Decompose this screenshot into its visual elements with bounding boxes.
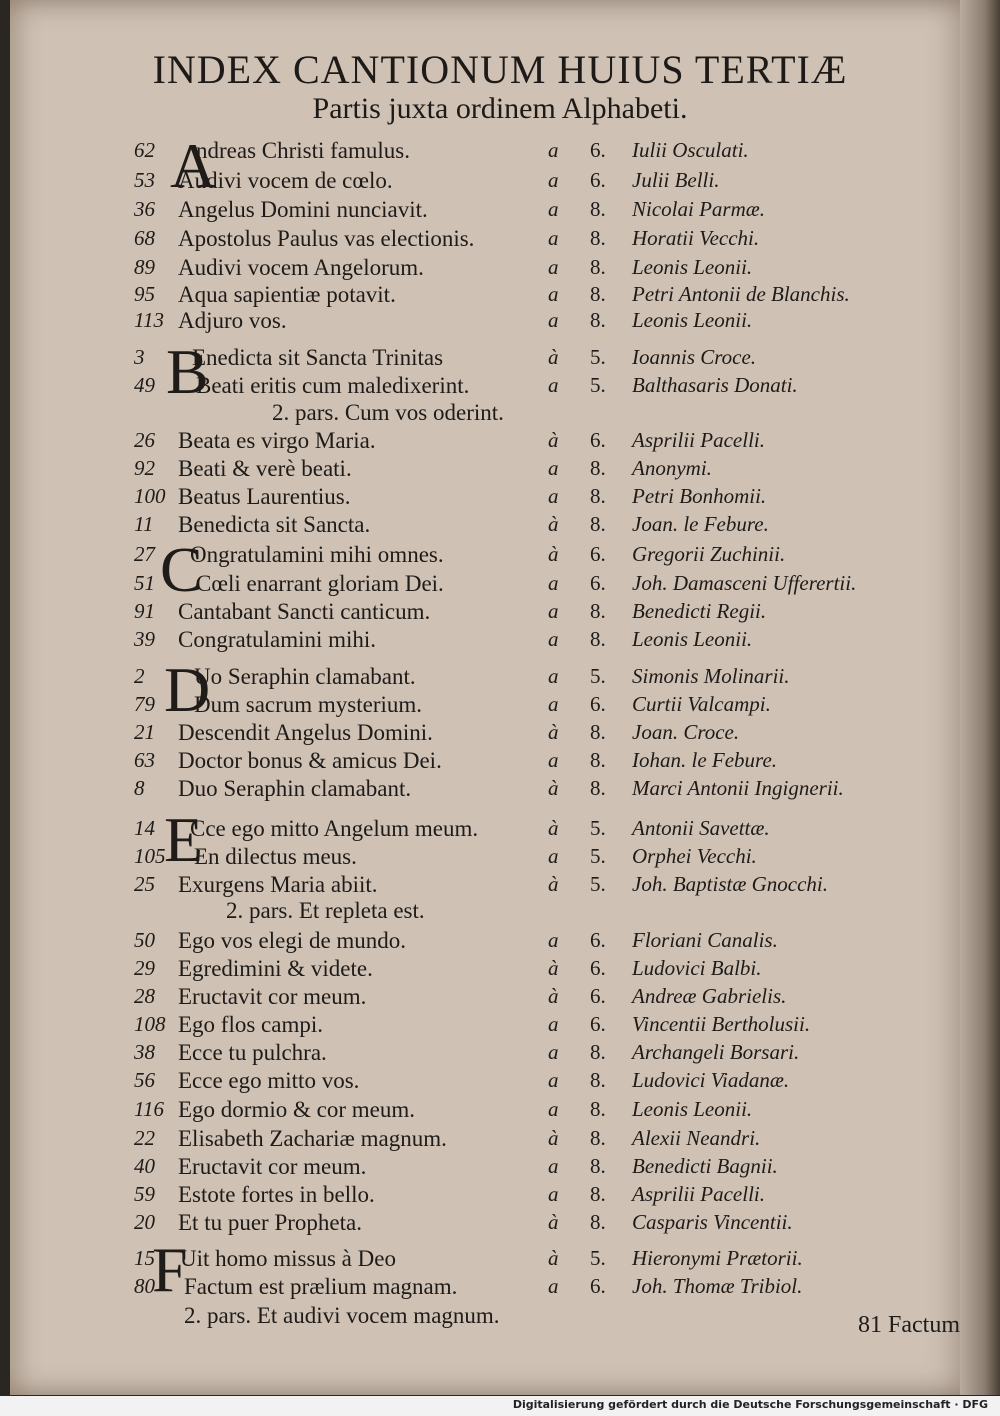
voice-prefix: a	[548, 226, 559, 250]
index-row	[0, 1097, 980, 1127]
composer-name: Joan. le Febure.	[632, 512, 769, 536]
index-row	[0, 255, 980, 285]
row-number: 21	[134, 720, 155, 744]
index-row	[0, 898, 980, 928]
song-title: Doctor bonus & amicus Dei.	[178, 748, 442, 773]
index-row	[0, 776, 980, 806]
voice-prefix: a	[548, 1182, 559, 1206]
song-title: Beati eritis cum maledixerint.	[196, 373, 470, 398]
composer-name: Iulii Osculati.	[632, 138, 749, 162]
composer-name: Petri Bonhomii.	[632, 484, 767, 508]
composer-name: Floriani Canalis.	[632, 928, 778, 952]
index-row	[0, 373, 980, 403]
index-row	[0, 308, 980, 338]
catchword: 81 Factum	[858, 1312, 960, 1338]
composer-name: Joh. Baptistæ Gnocchi.	[632, 872, 828, 896]
voice-prefix: a	[548, 928, 559, 952]
song-title: Elisabeth Zachariæ magnum.	[178, 1126, 447, 1151]
song-title: Enedicta sit Sancta Trinitas	[192, 345, 444, 370]
voice-count: 8.	[590, 1126, 606, 1150]
row-number: 68	[134, 226, 155, 250]
song-title: Duo Seraphin clamabant.	[178, 776, 412, 801]
composer-name: Vincentii Bertholusii.	[632, 1012, 811, 1036]
index-row	[0, 599, 980, 629]
index-row	[0, 748, 980, 778]
voice-prefix: a	[548, 1097, 559, 1121]
index-row	[0, 345, 980, 375]
row-number: 53	[134, 168, 155, 192]
drop-cap-f: F	[152, 1234, 188, 1305]
voice-count: 8.	[590, 1097, 606, 1121]
song-title: ndreas Christi famulus.	[196, 138, 410, 163]
index-row	[0, 928, 980, 958]
row-number: 8	[134, 776, 145, 800]
voice-prefix: a	[548, 308, 559, 332]
voice-prefix: a	[548, 692, 559, 716]
voice-count: 6.	[590, 1012, 606, 1036]
voice-prefix: à	[548, 542, 559, 566]
index-subtitle: Partis juxta ordinem Alphabeti.	[312, 92, 688, 125]
voice-count: 8.	[590, 226, 606, 250]
song-title: Audivi vocem de cœlo.	[178, 168, 393, 193]
voice-count: 8.	[590, 456, 606, 480]
index-row	[0, 400, 980, 430]
voice-prefix: a	[548, 484, 559, 508]
voice-count: 6.	[590, 542, 606, 566]
composer-name: Leonis Leonii.	[632, 255, 753, 279]
song-title: 2. pars. Cum vos oderint.	[272, 400, 504, 425]
song-title: Apostolus Paulus vas electionis.	[178, 226, 475, 251]
voice-count: 6.	[590, 956, 606, 980]
index-row	[0, 956, 980, 986]
voice-prefix: à	[548, 1246, 559, 1270]
composer-name: Benedicti Bagnii.	[632, 1154, 778, 1178]
row-number: 108	[134, 1012, 166, 1036]
composer-name: Curtii Valcampi.	[632, 692, 771, 716]
index-row	[0, 1126, 980, 1156]
voice-prefix: à	[548, 816, 559, 840]
voice-prefix: a	[548, 1012, 559, 1036]
composer-name: Leonis Leonii.	[632, 627, 753, 651]
voice-count: 8.	[590, 484, 606, 508]
voice-prefix: a	[548, 282, 559, 306]
row-number: 51	[134, 571, 155, 595]
voice-count: 5.	[590, 345, 606, 369]
voice-count: 8.	[590, 1182, 606, 1206]
index-row	[0, 168, 980, 198]
song-title: Congratulamini mihi.	[178, 627, 377, 652]
row-number: 36	[134, 197, 155, 221]
index-row	[0, 226, 980, 256]
song-title: Egredimini & videte.	[178, 956, 373, 981]
drop-cap-e: E	[164, 804, 204, 875]
row-number: 26	[134, 428, 155, 452]
index-row	[0, 720, 980, 750]
row-number: 62	[134, 138, 155, 162]
row-number: 15	[134, 1246, 155, 1270]
row-number: 63	[134, 748, 155, 772]
voice-count: 8.	[590, 599, 606, 623]
voice-count: 8.	[590, 720, 606, 744]
composer-name: Ioannis Croce.	[632, 345, 757, 369]
voice-prefix: a	[548, 373, 559, 397]
composer-name: Joh. Thomæ Tribiol.	[632, 1274, 803, 1298]
composer-name: Archangeli Borsari.	[632, 1040, 800, 1064]
composer-name: Asprilii Pacelli.	[632, 1182, 765, 1206]
song-title: Uo Seraphin clamabant.	[194, 664, 416, 689]
row-number: 27	[134, 542, 155, 566]
song-title: Adjuro vos.	[178, 308, 287, 333]
composer-name: Ludovici Viadanæ.	[632, 1068, 790, 1092]
song-title: Beati & verè beati.	[178, 456, 352, 481]
voice-count: 8.	[590, 1210, 606, 1234]
composer-name: Gregorii Zuchinii.	[632, 542, 786, 566]
composer-name: Leonis Leonii.	[632, 308, 753, 332]
composer-name: Casparis Vincentii.	[632, 1210, 793, 1234]
voice-prefix: a	[548, 168, 559, 192]
song-title: Cœli enarrant gloriam Dei.	[196, 571, 444, 596]
index-row	[0, 1182, 980, 1212]
index-row	[0, 1303, 980, 1333]
row-number: 40	[134, 1154, 155, 1178]
song-title: Aqua sapientiæ potavit.	[178, 282, 396, 307]
song-title: 2. pars. Et repleta est.	[226, 898, 425, 923]
voice-count: 5.	[590, 1246, 606, 1270]
composer-name: Antonii Savettæ.	[632, 816, 770, 840]
voice-prefix: a	[548, 599, 559, 623]
row-number: 116	[134, 1097, 164, 1121]
row-number: 11	[134, 512, 154, 536]
voice-prefix: a	[548, 571, 559, 595]
row-number: 89	[134, 255, 155, 279]
index-row	[0, 456, 980, 486]
voice-count: 6.	[590, 168, 606, 192]
row-number: 92	[134, 456, 155, 480]
row-number: 105	[134, 844, 166, 868]
index-row	[0, 197, 980, 227]
voice-count: 8.	[590, 1068, 606, 1092]
row-number: 28	[134, 984, 155, 1008]
voice-prefix: à	[548, 872, 559, 896]
voice-count: 5.	[590, 373, 606, 397]
drop-cap-b: B	[166, 336, 209, 407]
song-title: 2. pars. Et audivi vocem magnum.	[184, 1303, 500, 1328]
voice-count: 6.	[590, 571, 606, 595]
row-number: 49	[134, 373, 155, 397]
drop-cap-c: C	[160, 534, 203, 605]
song-title: Et tu puer Propheta.	[178, 1210, 362, 1235]
voice-count: 6.	[590, 428, 606, 452]
composer-name: Marci Antonii Ingignerii.	[632, 776, 844, 800]
voice-count: 8.	[590, 512, 606, 536]
composer-name: Iohan. le Febure.	[632, 748, 778, 772]
song-title: Estote fortes in bello.	[178, 1182, 375, 1207]
song-title: Eructavit cor meum.	[178, 1154, 367, 1179]
composer-name: Benedicti Regii.	[632, 599, 767, 623]
song-title: Angelus Domini nunciavit.	[178, 197, 428, 222]
voice-count: 5.	[590, 872, 606, 896]
voice-prefix: à	[548, 428, 559, 452]
row-number: 39	[134, 627, 155, 651]
song-title: Exurgens Maria abiit.	[178, 872, 378, 897]
index-row	[0, 692, 980, 722]
voice-prefix: a	[548, 1154, 559, 1178]
composer-name: Hieronymi Prætorii.	[632, 1246, 803, 1270]
footer-bar	[0, 1396, 1000, 1416]
voice-prefix: à	[548, 1126, 559, 1150]
composer-name: Ludovici Balbi.	[632, 956, 762, 980]
row-number: 2	[134, 664, 145, 688]
index-row	[0, 571, 980, 601]
index-row	[0, 844, 980, 874]
composer-name: Leonis Leonii.	[632, 1097, 753, 1121]
row-number: 113	[134, 308, 164, 332]
voice-prefix: à	[548, 720, 559, 744]
voice-prefix: à	[548, 956, 559, 980]
composer-name: Alexii Neandri.	[632, 1126, 761, 1150]
index-row	[0, 542, 980, 572]
drop-cap-a: A	[170, 130, 217, 201]
index-row	[0, 816, 980, 846]
footer-credit: Digitalisierung gefördert durch die Deutsche Forschungsgemeinschaft · DFG	[512, 1398, 988, 1411]
voice-prefix: a	[548, 748, 559, 772]
voice-count: 5.	[590, 816, 606, 840]
composer-name: Anonymi.	[632, 456, 712, 480]
row-number: 50	[134, 928, 155, 952]
composer-name: Petri Antonii de Blanchis.	[632, 282, 850, 306]
row-number: 100	[134, 484, 166, 508]
voice-prefix: à	[548, 984, 559, 1008]
voice-count: 5.	[590, 844, 606, 868]
composer-name: Joh. Damasceni Ufferertii.	[632, 571, 857, 595]
composer-name: Joan. Croce.	[632, 720, 740, 744]
index-title: INDEX CANTIONUM HUIUS TERTIÆ	[152, 47, 848, 92]
row-number: 25	[134, 872, 155, 896]
song-title: Ecce tu pulchra.	[178, 1040, 327, 1065]
index-row	[0, 627, 980, 657]
voice-count: 8.	[590, 282, 606, 306]
voice-count: 6.	[590, 1274, 606, 1298]
song-title: Uit homo missus à Deo	[180, 1246, 396, 1271]
index-row	[0, 1068, 980, 1098]
voice-prefix: à	[548, 776, 559, 800]
composer-name: Balthasaris Donati.	[632, 373, 798, 397]
row-number: 3	[134, 345, 145, 369]
song-title: Ego vos elegi de mundo.	[178, 928, 407, 953]
voice-count: 8.	[590, 1154, 606, 1178]
voice-count: 5.	[590, 664, 606, 688]
voice-prefix: à	[548, 512, 559, 536]
song-title: Audivi vocem Angelorum.	[178, 255, 424, 280]
index-row	[0, 1246, 980, 1276]
song-title: Ego dormio & cor meum.	[178, 1097, 415, 1122]
voice-prefix: a	[548, 1274, 559, 1298]
voice-prefix: a	[548, 1040, 559, 1064]
index-row	[0, 138, 980, 168]
index-row	[0, 428, 980, 458]
voice-prefix: a	[548, 664, 559, 688]
voice-count: 8.	[590, 776, 606, 800]
voice-count: 8.	[590, 255, 606, 279]
composer-name: Horatii Vecchi.	[632, 226, 760, 250]
voice-count: 8.	[590, 627, 606, 651]
index-row	[0, 1274, 980, 1304]
voice-count: 8.	[590, 1040, 606, 1064]
voice-prefix: à	[548, 345, 559, 369]
index-row	[0, 984, 980, 1014]
voice-prefix: a	[548, 627, 559, 651]
composer-name: Simonis Molinarii.	[632, 664, 790, 688]
drop-cap-d: D	[164, 654, 211, 725]
voice-count: 6.	[590, 138, 606, 162]
voice-count: 8.	[590, 308, 606, 332]
song-title: Dum sacrum mysterium.	[194, 692, 423, 717]
row-number: 20	[134, 1210, 155, 1234]
song-title: Ego flos campi.	[178, 1012, 323, 1037]
index-row	[0, 1154, 980, 1184]
song-title: Descendit Angelus Domini.	[178, 720, 433, 745]
song-title: Beata es virgo Maria.	[178, 428, 376, 453]
row-number: 59	[134, 1182, 155, 1206]
row-number: 79	[134, 692, 155, 716]
voice-prefix: a	[548, 456, 559, 480]
song-title: Ongratulamini mihi omnes.	[190, 542, 444, 567]
row-number: 91	[134, 599, 155, 623]
voice-prefix: a	[548, 255, 559, 279]
row-number: 29	[134, 956, 155, 980]
song-title: Benedicta sit Sancta.	[178, 512, 371, 537]
index-row	[0, 1040, 980, 1070]
row-number: 80	[134, 1274, 155, 1298]
song-title: En dilectus meus.	[194, 844, 357, 869]
song-title: Factum est prælium magnam.	[184, 1274, 458, 1299]
voice-count: 8.	[590, 197, 606, 221]
composer-name: Asprilii Pacelli.	[632, 428, 765, 452]
voice-count: 6.	[590, 984, 606, 1008]
song-title: Cantabant Sancti canticum.	[178, 599, 431, 624]
row-number: 56	[134, 1068, 155, 1092]
composer-name: Andreæ Gabrielis.	[632, 984, 787, 1008]
index-row	[0, 484, 980, 514]
index-row	[0, 512, 980, 542]
row-number: 22	[134, 1126, 155, 1150]
voice-prefix: a	[548, 197, 559, 221]
song-title: Eructavit cor meum.	[178, 984, 367, 1009]
voice-count: 8.	[590, 748, 606, 772]
index-row	[0, 664, 980, 694]
song-title: Cce ego mitto Angelum meum.	[190, 816, 479, 841]
composer-name: Nicolai Parmæ.	[632, 197, 766, 221]
row-number: 14	[134, 816, 155, 840]
voice-prefix: a	[548, 1068, 559, 1092]
voice-count: 6.	[590, 928, 606, 952]
composer-name: Orphei Vecchi.	[632, 844, 757, 868]
song-title: Beatus Laurentius.	[178, 484, 351, 509]
index-row	[0, 1012, 980, 1042]
voice-prefix: à	[548, 1210, 559, 1234]
index-row	[0, 1210, 980, 1240]
song-title: Ecce ego mitto vos.	[178, 1068, 360, 1093]
voice-prefix: a	[548, 138, 559, 162]
row-number: 38	[134, 1040, 155, 1064]
row-number: 95	[134, 282, 155, 306]
voice-prefix: a	[548, 844, 559, 868]
composer-name: Julii Belli.	[632, 168, 720, 192]
voice-count: 6.	[590, 692, 606, 716]
